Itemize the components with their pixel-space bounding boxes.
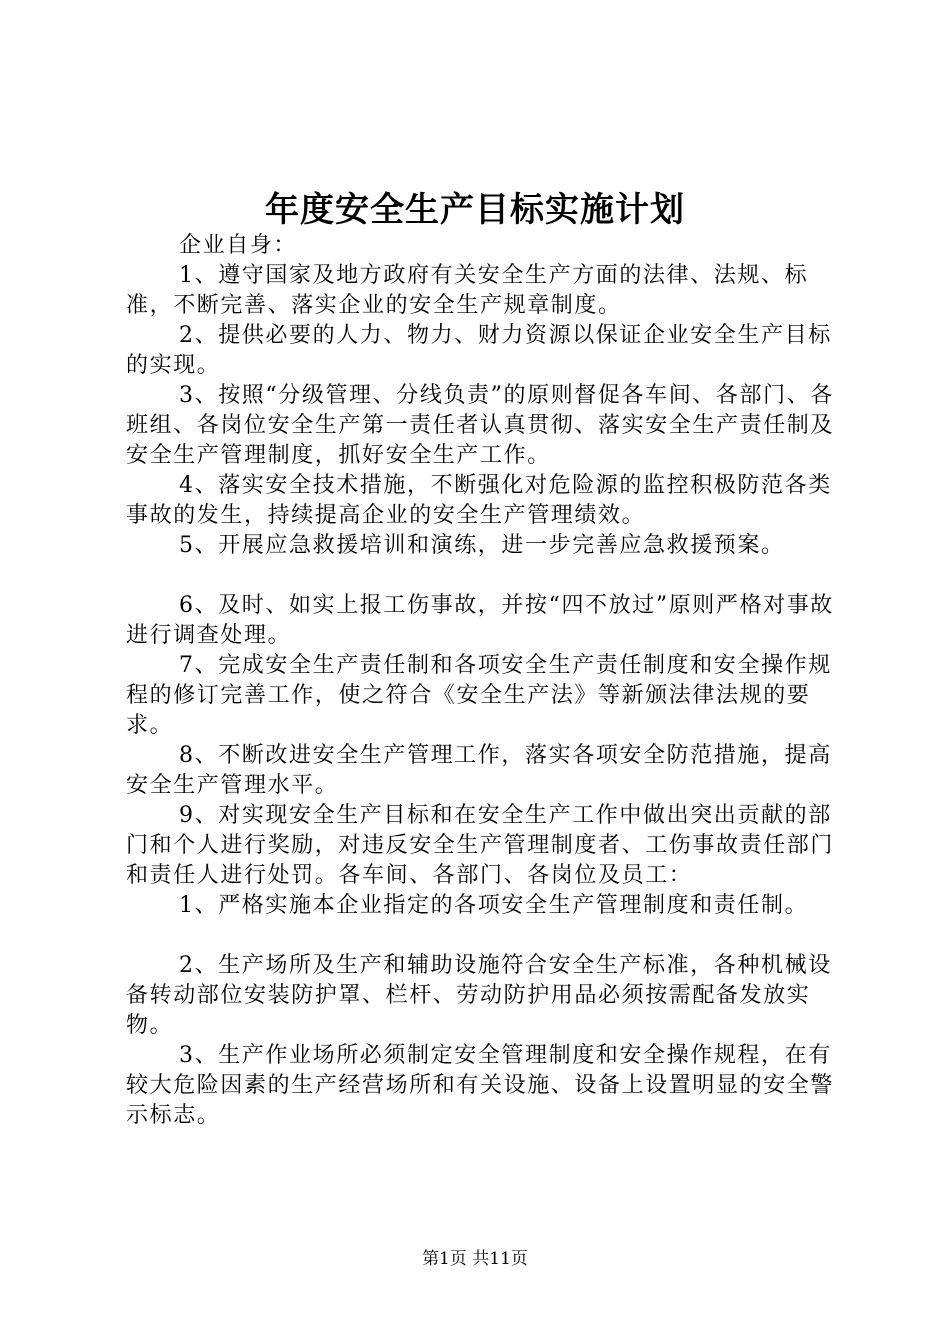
paragraph-item-6: 6、及时、如实上报工伤事故，并按“四不放过”原则严格对事故进行调查处理。	[126, 593, 834, 648]
page-number-footer: 第1页 共11页	[422, 1249, 528, 1269]
paragraph-item-8: 8、不断改进安全生产管理工作，落实各项安全防范措施，提高安全生产管理水平。	[126, 743, 832, 798]
paragraph-item-2: 2、提供必要的人力、物力、财力资源以保证企业安全生产目标的实现。	[126, 323, 832, 378]
paragraph-item-3: 3、按照“分级管理、分线负责”的原则督促各车间、各部门、各班组、各岗位安全生产第一责任者认真贯彻、落实安全生产责任制及安全生产管理制度，抓好安全生产工作。	[126, 383, 835, 468]
paragraph-item-7: 7、完成安全生产责任制和各项安全生产责任制度和安全操作规程的修订完善工作，使之符合《安全生产法》等新颁法律法规的要求。	[126, 653, 832, 738]
paragraph-staff-item-3: 3、生产作业场所必须制定安全管理制度和安全操作规程，在有较大危险因素的生产经营场所和有关设施、设备上设置明显的安全警示标志。	[126, 1043, 835, 1128]
paragraph-enterprise-heading: 企业自身：	[179, 233, 298, 258]
paragraph-item-5: 5、开展应急救援培训和演练，进一步完善应急救援预案。	[179, 533, 785, 558]
document-title: 年度安全生产目标实施计划	[265, 190, 685, 230]
paragraph-item-9: 9、对实现安全生产目标和在安全生产工作中做出突出贡献的部门和个人进行奖励，对违反安全生产管理制度者、工伤事故责任部门和责任人进行处罚。各车间、各部门、各岗位及员工：	[126, 803, 835, 888]
document-body	[126, 231, 836, 1131]
paragraph-staff-item-1: 1、严格实施本企业指定的各项安全生产管理制度和责任制。	[179, 893, 809, 918]
paragraph-item-1: 1、遵守国家及地方政府有关安全生产方面的法律、法规、标准，不断完善、落实企业的安全生产规章制度。	[126, 263, 809, 318]
paragraph-item-4: 4、落实安全技术措施，不断强化对危险源的监控积极防范各类事故的发生，持续提高企业的安全生产管理绩效。	[126, 473, 832, 528]
paragraph-staff-item-2: 2、生产场所及生产和辅助设施符合安全生产标准，各种机械设备转动部位安装防护罩、栏杆、劳动防护用品必须按需配备发放实物。	[126, 953, 832, 1038]
